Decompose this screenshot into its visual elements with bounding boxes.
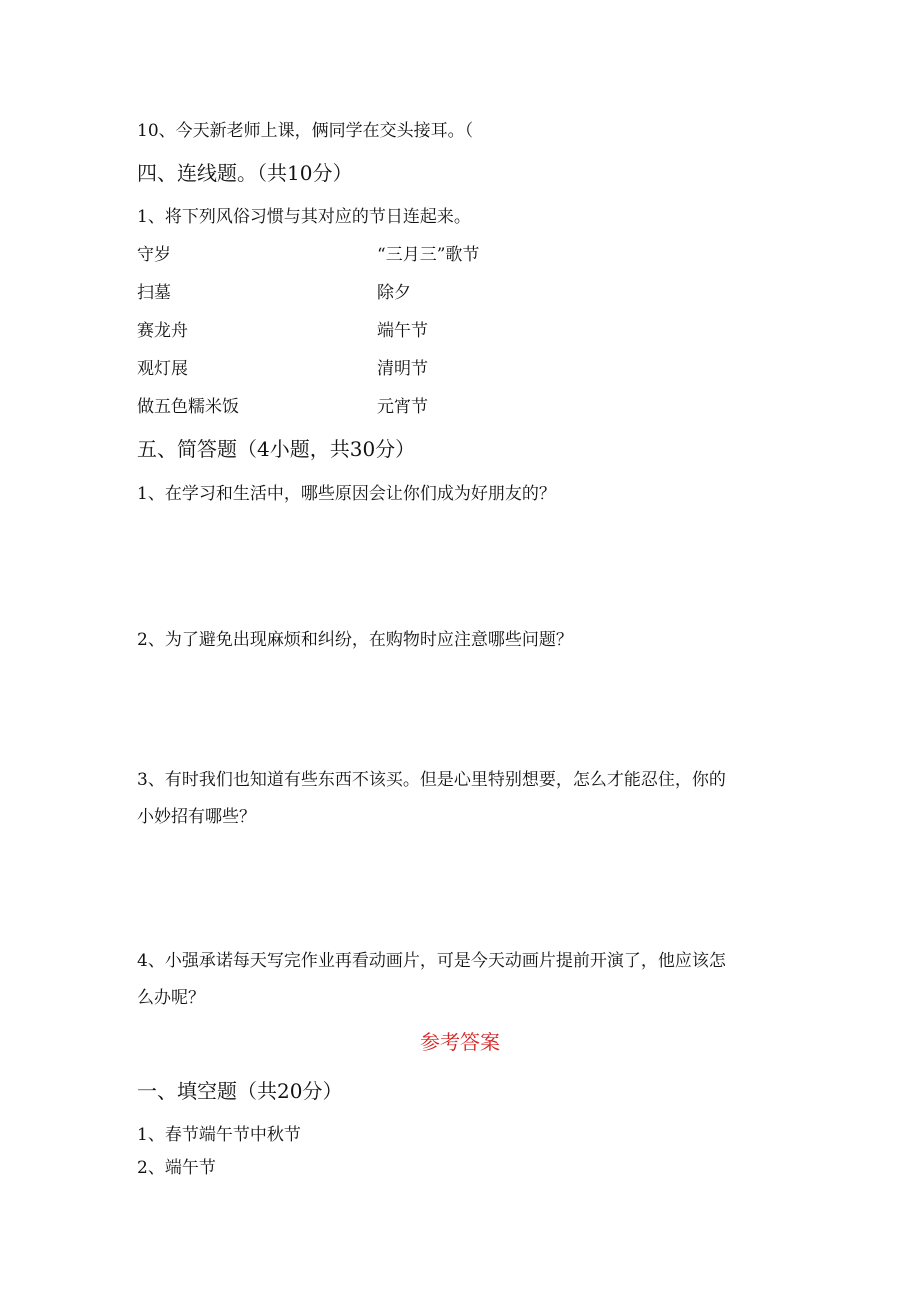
question-10: 10、今天新老师上课，俩同学在交头接耳。（ — [137, 121, 474, 141]
section-5-question-4-line-2: 么办呢？ — [137, 988, 205, 1008]
matching-left-item: 扫墓 — [137, 283, 171, 303]
section-5-heading: 五、简答题（4小题，共30分） — [137, 437, 416, 461]
matching-right-item: “三月三”歌节 — [377, 245, 480, 265]
answer-key-title: 参考答案 — [420, 1030, 500, 1054]
matching-left-item: 观灯展 — [137, 359, 188, 379]
matching-left-item: 赛龙舟 — [137, 321, 188, 341]
answer-1: 1、春节端午节中秋节 — [137, 1125, 301, 1145]
matching-right-item: 端午节 — [377, 321, 428, 341]
section-4-question-1: 1、将下列风俗习惯与其对应的节日连起来。 — [137, 207, 471, 227]
answer-section-1-heading: 一、填空题（共20分） — [137, 1079, 343, 1103]
section-5-question-2: 2、为了避免出现麻烦和纠纷，在购物时应注意哪些问题？ — [137, 630, 573, 650]
section-5-question-1: 1、在学习和生活中，哪些原因会让你们成为好朋友的？ — [137, 484, 556, 504]
matching-right-item: 除夕 — [377, 283, 411, 303]
matching-right-item: 元宵节 — [377, 397, 428, 417]
section-5-question-3-line-1: 3、有时我们也知道有些东西不该买。但是心里特别想要，怎么才能忍住，你的 — [137, 770, 726, 790]
matching-left-item: 做五色糯米饭 — [137, 397, 239, 417]
matching-right-item: 清明节 — [377, 359, 428, 379]
answer-2: 2、端午节 — [137, 1158, 216, 1178]
section-4-heading: 四、连线题。（共10分） — [137, 161, 353, 185]
matching-left-item: 守岁 — [137, 245, 171, 265]
section-5-question-4-line-1: 4、小强承诺每天写完作业再看动画片，可是今天动画片提前开演了，他应该怎 — [137, 951, 726, 971]
section-5-question-3-line-2: 小妙招有哪些？ — [137, 807, 256, 827]
